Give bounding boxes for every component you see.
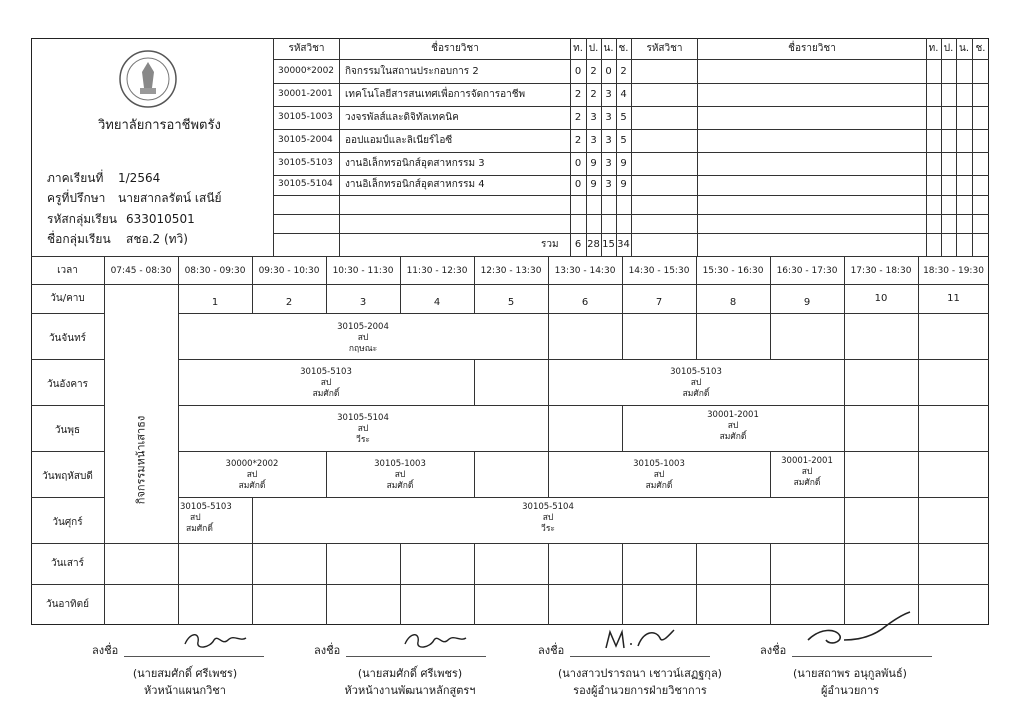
col-header-p-2: ป. [943,43,954,54]
group-name-value: สชอ.2 (ทวิ) [126,232,188,246]
class-block: 30001-2001 สป สมศักดิ์ [781,456,833,488]
col-header-t-2: ท. [928,43,939,54]
class-block: 30001-2001 สป สมศักดิ์ [707,410,759,442]
period-number: 2 [285,297,293,308]
class-block: 30105-2004 สป กฤษณะ [337,322,389,354]
group-code-value: 633010501 [126,212,195,226]
total-h: 34 [617,239,630,250]
group-name-label: ชื่อกลุ่มเรียน [47,232,111,246]
period-number: 1 [211,297,219,308]
period-number: 6 [581,297,589,308]
handwritten-signature [600,626,680,652]
col-header-name-2: ชื่อรายวิชา [788,43,836,54]
day-label: วันพฤหัสบดี [42,471,93,482]
col-header-code-2: รหัสวิชา [646,43,683,54]
col-header-n: น. [603,43,614,54]
advisor-value: นายสากลรัตน์ เสนีย์ [118,191,222,205]
total-label: รวม [541,239,559,250]
time-slot: 18:30 - 19:30 [923,266,984,276]
period-number: 9 [803,297,811,308]
day-label: วันจันทร์ [48,333,87,344]
handwritten-signature [400,628,470,652]
handwritten-signature [800,610,915,650]
period-number: 4 [433,297,441,308]
time-slot: 15:30 - 16:30 [702,266,764,276]
time-slot: 16:30 - 17:30 [776,266,838,276]
time-slot: 11:30 - 12:30 [406,266,468,276]
time-slot: 14:30 - 15:30 [628,266,690,276]
col-header-h-2: ช. [975,43,986,54]
advisor-label: ครูที่ปรึกษา [47,191,106,205]
class-block: 30105-5104 สป วีระ [337,413,389,445]
col-header-t: ท. [573,43,583,54]
time-slot: 10:30 - 11:30 [332,266,394,276]
period-number: 11 [947,293,960,304]
total-n: 15 [602,239,615,250]
group-code-label: รหัสกลุ่มเรียน [47,212,117,226]
col-header-code: รหัสวิชา [288,43,325,54]
time-slot: 12:30 - 13:30 [480,266,542,276]
day-label: วันอาทิตย์ [45,599,90,610]
semester-value: 1/2564 [118,171,161,185]
day-label: วันพุธ [54,425,81,436]
col-header-name: ชื่อรายวิชา [431,43,479,54]
college-name: วิทยาลัยการอาชีพตรัง [98,118,221,133]
day-label: วันอังคาร [46,379,88,390]
col-header-n-2: น. [958,43,969,54]
day-label: วันศุกร์ [52,517,83,528]
period-number: 7 [655,297,663,308]
period-number: 3 [359,297,367,308]
period-number: 5 [507,297,515,308]
semester-label: ภาคเรียนที่ [47,171,104,185]
period-number: 8 [729,297,737,308]
col-header-p: ป. [588,43,599,54]
class-block: 30105-5103 สป สมศักดิ์ [180,502,232,534]
day-label: วันเสาร์ [51,558,84,569]
class-block: 30105-5104 สป วีระ [522,502,574,534]
class-block: 30000*2002 สป สมศักดิ์ [225,459,279,491]
handwritten-signature [180,628,250,652]
total-t: 6 [574,239,582,250]
class-block: 30105-1003 สป สมศักดิ์ [633,459,685,491]
total-p: 28 [587,239,600,250]
time-slot: 13:30 - 14:30 [554,266,616,276]
class-block: 30105-1003 สป สมศักดิ์ [374,459,426,491]
time-slot: 17:30 - 18:30 [850,266,912,276]
college-seal [112,48,184,110]
time-slot: 07:45 - 08:30 [110,266,172,276]
period-number: 10 [874,293,888,304]
time-slot: 08:30 - 09:30 [184,266,246,276]
homeroom-activity: กิจกรรมหน้าเสาธง [134,415,148,505]
col-header-h: ช. [618,43,629,54]
class-block: 30105-5103 สป สมศักดิ์ [300,367,352,399]
time-label: เวลา [57,265,78,276]
class-block: 30105-5103 สป สมศักดิ์ [670,367,722,399]
period-label: วัน/คาบ [50,293,85,304]
time-slot: 09:30 - 10:30 [258,266,320,276]
